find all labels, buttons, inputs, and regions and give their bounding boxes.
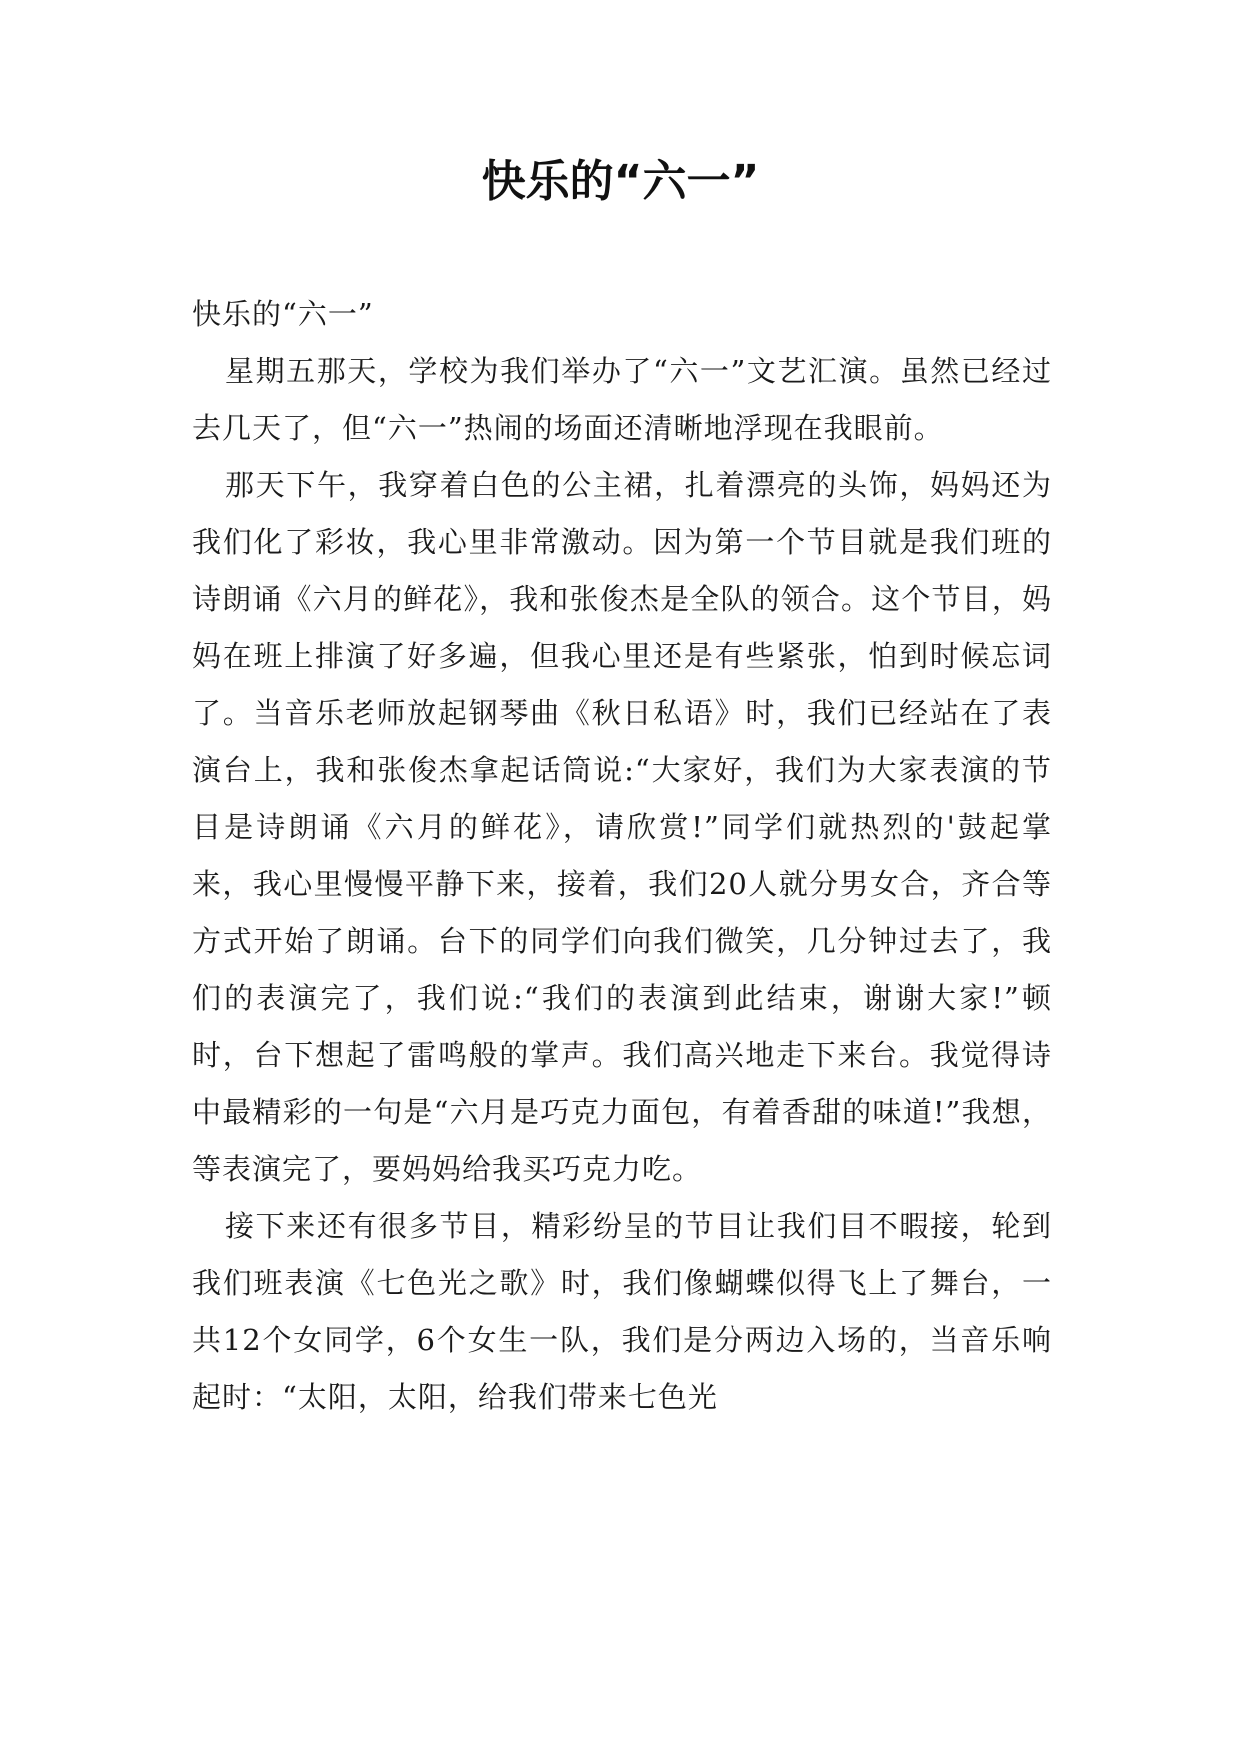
paragraph: 星期五那天，学校为我们举办了“六一”文艺汇演。虽然已经过去几天了，但“六一”热闹的场面还清晰地浮现在我眼前。 bbox=[192, 354, 1052, 445]
document-title: 快乐的“六一” bbox=[481, 156, 760, 207]
document-subtitle: 快乐的“六一” bbox=[192, 297, 374, 331]
paragraph: 接下来还有很多节目，精彩纷呈的节目让我们目不暇接，轮到我们班表演《七色光之歌》时，我们像蝴蝶似得飞上了舞台，一共12个女同学，6个女生一队，我们是分两边入场的，当音乐响起时：“太阳，太阳，给我们带来七色光 bbox=[192, 1209, 1052, 1414]
document-body bbox=[192, 286, 1052, 1426]
paragraph: 那天下午，我穿着白色的公主裙，扎着漂亮的头饰，妈妈还为我们化了彩妆，我心里非常激动。因为第一个节目就是我们班的诗朗诵《六月的鲜花》，我和张俊杰是全队的领合。这个节目，妈妈在班上排演了好多遍，但我心里还是有些紧张，怕到时候忘词了。当音乐老师放起钢琴曲《秋日私语》时，我们已经站在了表演台上，我和张俊杰拿起话筒说:“大家好，我们为大家表演的节目是诗朗诵《六月的鲜花》，请欣赏!”同学们就热烈的'鼓起掌来，我心里慢慢平静下来，接着，我们20人就分男女合，齐合等方式开始了朗诵。台下的同学们向我们微笑，几分钟过去了，我们的表演完了，我们说:“我们的表演到此结束，谢谢大家!”顿时，台下想起了雷鸣般的掌声。我们高兴地走下来台。我觉得诗中最精彩的一句是“六月是巧克力面包，有着香甜的味道!”我想，等表演完了，要妈妈给我买巧克力吃。 bbox=[192, 468, 1052, 1186]
